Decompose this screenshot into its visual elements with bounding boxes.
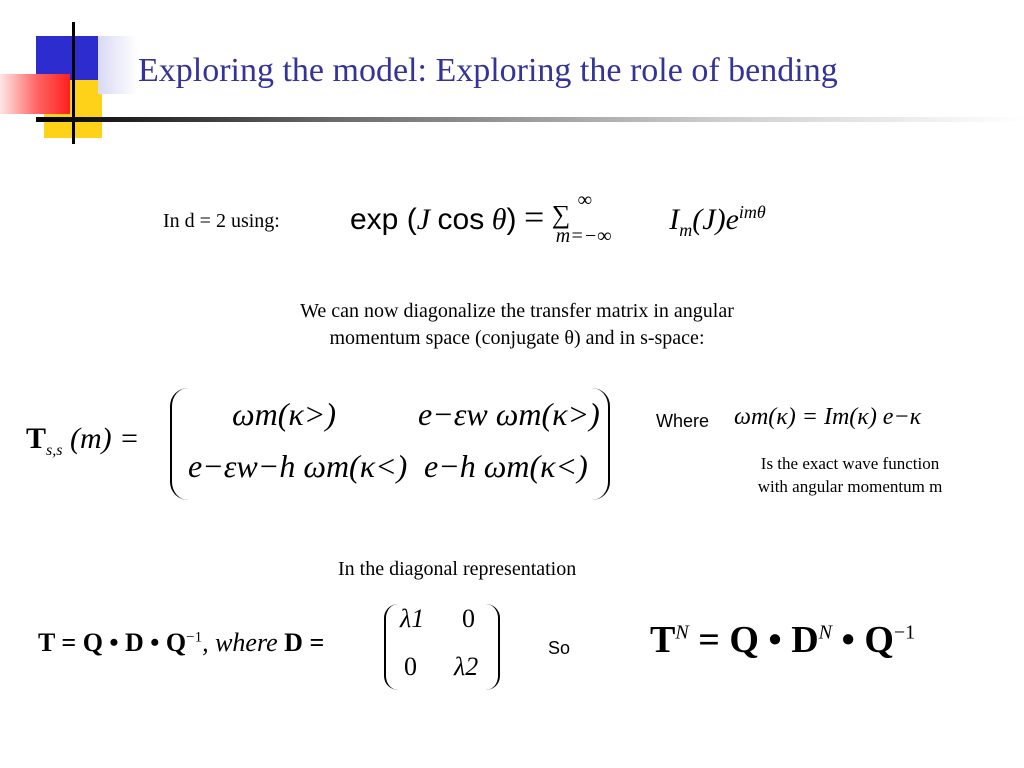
header-red-bar <box>0 74 70 114</box>
header-vertical-line <box>72 22 75 144</box>
where-description: Is the exact wave function with angular momentum m <box>757 454 943 496</box>
matrix-cell-21: e−εw−h ωm(κ<) <box>188 448 408 484</box>
paragraph-line-2: momentum space (conjugate θ) and in s-space: <box>329 327 705 349</box>
d-cell-21: 0 <box>404 652 417 681</box>
diagonal-equation: T = Q • D • $Q^{-1}$, where D = <box>38 628 325 657</box>
slide-title: Exploring the model: Exploring the role of bending <box>138 52 838 89</box>
header-rule <box>36 117 1024 122</box>
header-fade-left <box>98 36 138 94</box>
matrix-cell-22: e−h ωm(κ<) <box>424 448 588 484</box>
d-cell-11: λ1 <box>400 604 425 633</box>
d-cell-12: 0 <box>462 604 475 633</box>
description-paragraph <box>210 300 824 350</box>
transfer-matrix-lhs: $T_{s,s}$ (m) = <box>26 422 140 459</box>
d-cell-22: λ2 <box>454 652 479 681</box>
matrix-cell-11: ωm(κ>) <box>232 396 336 432</box>
matrix-left-paren <box>170 388 188 500</box>
d-matrix-right-paren <box>486 604 500 690</box>
so-label: So <box>548 638 571 658</box>
exp-func: exp <box>350 203 399 236</box>
matrix-cell-12: e−εw ωm(κ>) <box>418 396 600 432</box>
identity-intro: In d = 2 using: <box>163 210 280 232</box>
paragraph-line-1: We can now diagonalize the transfer matrix in angular <box>300 300 734 322</box>
omega-definition: ωm(κ) = Im(κ) e−κ <box>734 404 922 430</box>
where-label: Where <box>656 411 710 431</box>
power-equation: $T^N = Q$ • $D^N$ • $Q^{-1}$ <box>650 619 916 661</box>
bessel-identity: exp (J cos θ) = ∑ ∞ m=−∞ $I_m(J)e^{im\theta}$ <box>350 189 766 247</box>
d-matrix-left-paren <box>384 604 398 690</box>
diagonal-heading: In the diagonal representation <box>338 558 577 580</box>
sum-symbol: ∑ <box>551 200 571 229</box>
